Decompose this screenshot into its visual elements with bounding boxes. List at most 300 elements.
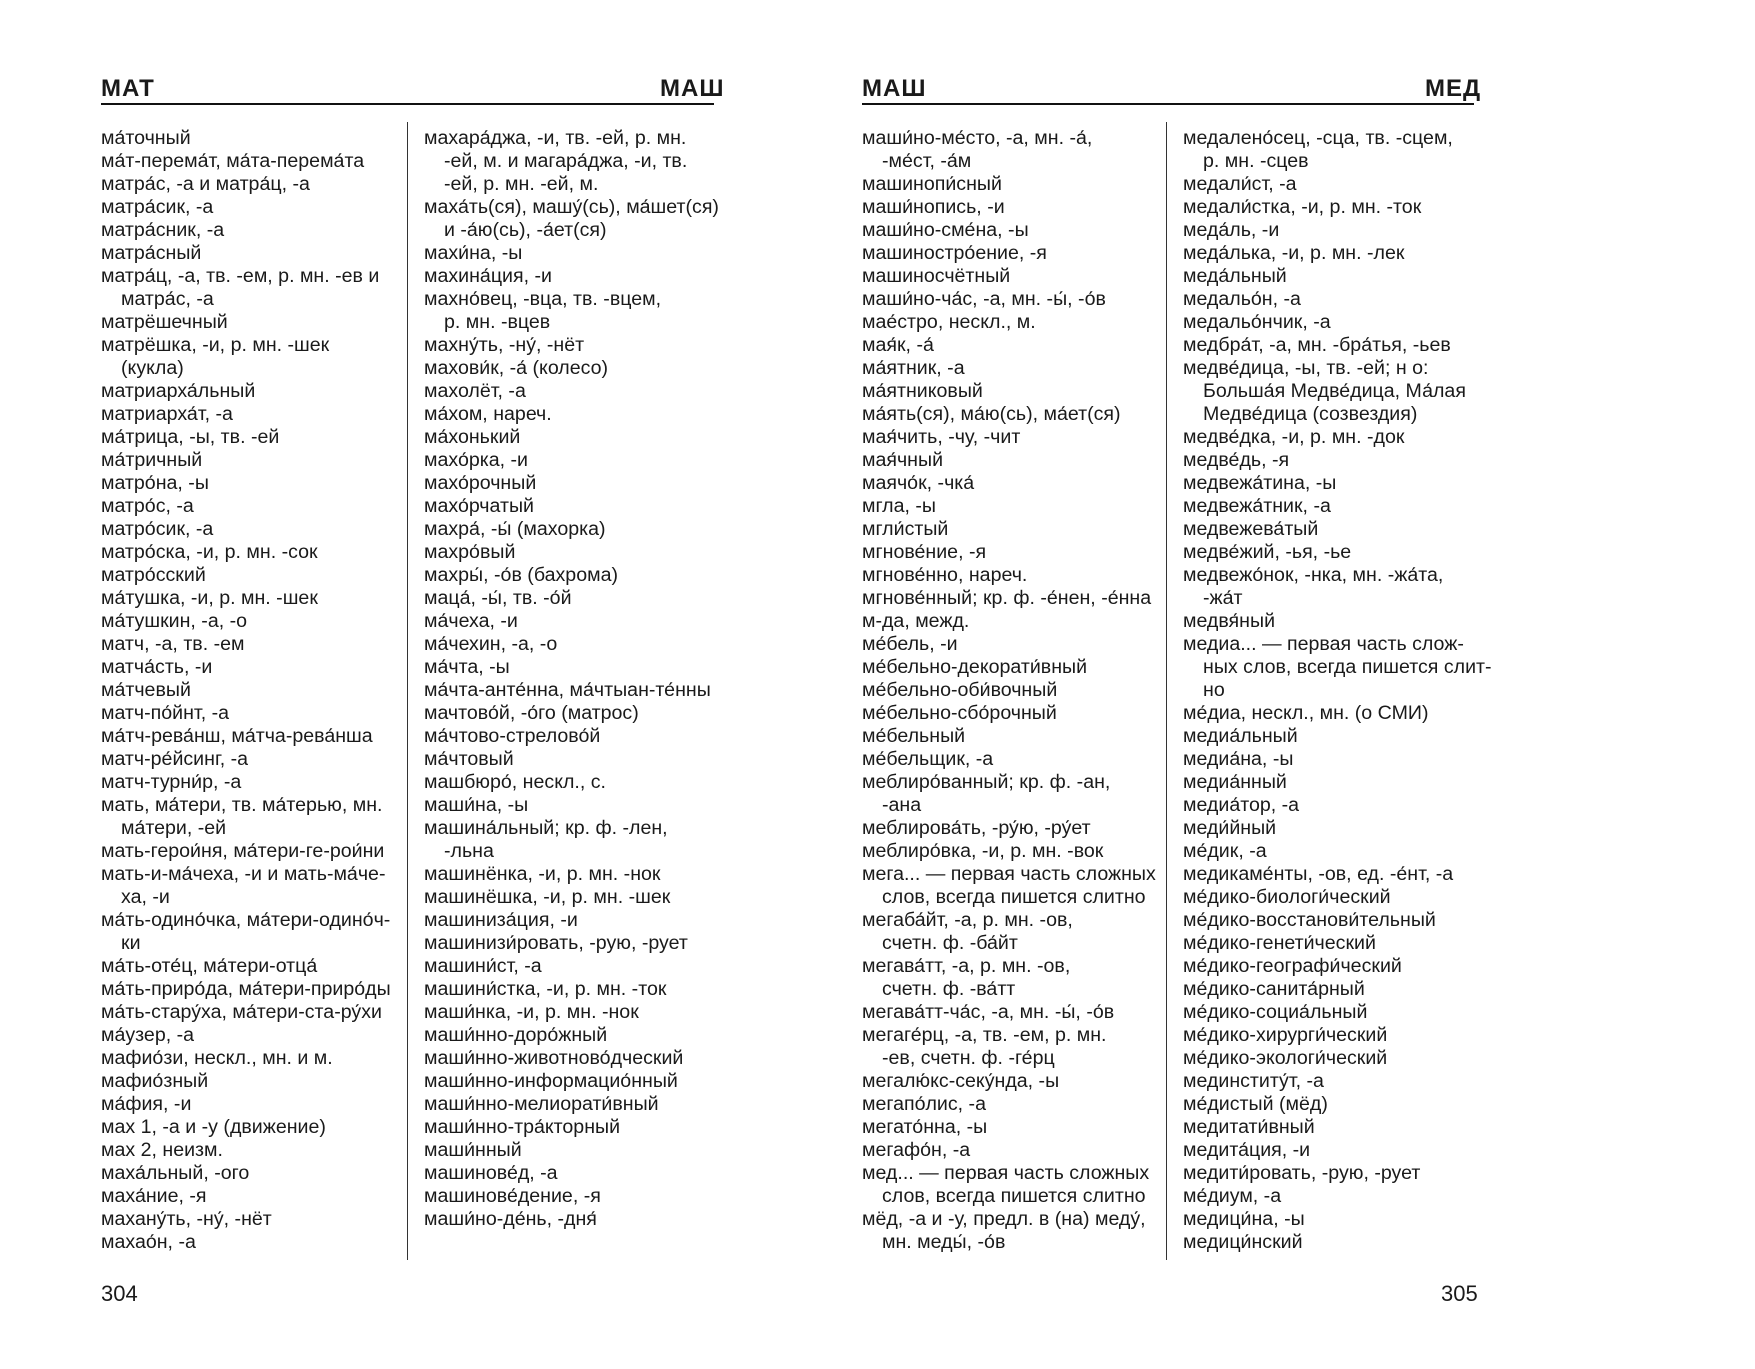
entry-text: ме́бельно-декорати́вный: [862, 656, 1088, 678]
dictionary-entry: [862, 357, 1160, 380]
dictionary-entry: [101, 978, 399, 1001]
dictionary-entry: [424, 334, 714, 357]
page-number-right: 305: [1441, 1281, 1478, 1306]
entry-text: медали́стка, -и, р. мн. -ток: [1183, 196, 1422, 218]
entry-text: медикаме́нты, -ов, ед. -е́нт, -а: [1183, 863, 1454, 885]
entry-text: матриарха́льный: [101, 380, 256, 402]
dictionary-entry: [101, 564, 399, 587]
dictionary-entry: [101, 610, 399, 633]
dictionary-entry: [424, 403, 714, 426]
dictionary-entry: [101, 1001, 399, 1024]
dictionary-entry: [862, 196, 1160, 219]
entry-text: махао́н, -а: [101, 1231, 196, 1253]
entry-text: ма́хом, нареч.: [424, 403, 552, 425]
entry-text: ха, -и: [121, 886, 170, 908]
dictionary-entry: [424, 1116, 714, 1139]
dictionary-entry: [101, 541, 399, 564]
dictionary-entry: [1183, 771, 1478, 794]
entry-text: ме́диум, -а: [1183, 1185, 1282, 1207]
dictionary-entry: [1183, 449, 1478, 472]
entry-text: машбюро́, нескл., с.: [424, 771, 606, 793]
entry-text: ма́ятник, -а: [862, 357, 965, 379]
entry-text: матро́сский: [101, 564, 206, 586]
entry-text: маха́ние, -я: [101, 1185, 207, 1207]
dictionary-entry: [862, 656, 1160, 679]
entry-text: ме́дико-социа́льный: [1183, 1001, 1368, 1023]
entry-text: м-да, межд.: [862, 610, 970, 632]
dictionary-entry: [101, 127, 399, 150]
dictionary-entry: [862, 863, 1160, 909]
entry-text: маши́на, -ы: [424, 794, 529, 816]
entry-text: матра́с, -а и матра́ц, -а: [101, 173, 310, 195]
entry-text: машинове́дение, -я: [424, 1185, 601, 1207]
entry-text: ме́дико-генети́ческий: [1183, 932, 1376, 954]
dictionary-entry: [1183, 909, 1478, 932]
dictionary-entry: [424, 1185, 714, 1208]
entry-text: меблиро́вка, -и, р. мн. -вок: [862, 840, 1104, 862]
dictionary-entry: [101, 173, 399, 196]
entry-text: счетн. ф. -ба́йт: [882, 932, 1018, 954]
entry-text: ме́дико-хирурги́ческий: [1183, 1024, 1388, 1046]
entry-text: матра́сный: [101, 242, 202, 264]
entry-text: мед... — первая часть сложных: [862, 1162, 1150, 1184]
entry-text: махну́ть, -ну́, -нёт: [424, 334, 585, 356]
entry-text: Медве́дица (созвездия): [1203, 403, 1418, 425]
entry-text: мегалю́кс-секу́нда, -ы: [862, 1070, 1060, 1092]
dictionary-entry: [862, 702, 1160, 725]
entry-text: машиностро́ение, -я: [862, 242, 1047, 264]
dictionary-entry: [1183, 541, 1478, 564]
entry-text: медвежа́тник, -а: [1183, 495, 1331, 517]
dictionary-entry: [424, 702, 714, 725]
entry-text: ма́узер, -а: [101, 1024, 195, 1046]
entry-text: слов, всегда пишется слитно: [882, 886, 1146, 908]
dictionary-entry: [862, 127, 1160, 173]
dictionary-entry: [862, 403, 1160, 426]
entry-text: машини́стка, -и, р. мн. -ток: [424, 978, 667, 1000]
dictionary-entry: [1183, 1208, 1478, 1231]
entry-text: маши́нка, -и, р. мн. -нок: [424, 1001, 639, 1023]
dictionary-entry: [101, 863, 399, 909]
entry-text: мёд, -а и -у, предл. в (на) меду́,: [862, 1208, 1146, 1230]
entry-text: мачтово́й, -о́го (матрос): [424, 702, 639, 724]
entry-text: матра́сник, -а: [101, 219, 225, 241]
dictionary-entry: [424, 909, 714, 932]
right-column-1: [862, 127, 1160, 1254]
entry-text: маши́но-ме́сто, -а, мн. -а́,: [862, 127, 1093, 149]
dictionary-entry: [862, 748, 1160, 771]
entry-text: матрёшка, -и, р. мн. -шек: [101, 334, 330, 356]
entry-text: ма́чтовый: [424, 748, 514, 770]
dictionary-entry: [1183, 265, 1478, 288]
entry-text: ма́чехин, -а, -о: [424, 633, 558, 655]
entry-text: медалено́сец, -сца, тв. -сцем,: [1183, 127, 1453, 149]
dictionary-entry: [424, 564, 714, 587]
dictionary-entry: [101, 311, 399, 334]
entry-text: машина́льный; кр. ф. -лен,: [424, 817, 668, 839]
entry-text: мафио́зный: [101, 1070, 209, 1092]
right-column-divider: [1166, 122, 1167, 1260]
entry-text: машинизи́ровать, -рую, -рует: [424, 932, 688, 954]
dictionary-entry: [101, 518, 399, 541]
entry-text: мегапо́лис, -а: [862, 1093, 986, 1115]
dictionary-entry: [1183, 1047, 1478, 1070]
entry-text: мае́стро, нескл., м.: [862, 311, 1036, 333]
entry-text: маха́льный, -ого: [101, 1162, 250, 1184]
entry-text: махры́, -о́в (бахрома): [424, 564, 618, 586]
dictionary-entry: [862, 909, 1160, 955]
dictionary-entry: [1183, 1001, 1478, 1024]
dictionary-entry: [862, 288, 1160, 311]
entry-text: медвежева́тый: [1183, 518, 1319, 540]
dictionary-entry: [1183, 1070, 1478, 1093]
left-page-header-start: МАТ: [101, 75, 155, 102]
dictionary-entry: [101, 242, 399, 265]
entry-text: ме́бель, -и: [862, 633, 958, 655]
entry-text: -ей, м. и магара́джа, -и, тв.: [444, 150, 688, 172]
dictionary-entry: [1183, 518, 1478, 541]
entry-text: мать, ма́тери, тв. ма́терью, мн.: [101, 794, 383, 816]
dictionary-entry: [101, 334, 399, 380]
dictionary-entry: [1183, 564, 1478, 610]
dictionary-entry: [1183, 1231, 1478, 1254]
entry-text: ма́ть-одино́чка, ма́тери-одино́ч-: [101, 909, 391, 931]
entry-text: матра́с, -а: [121, 288, 214, 310]
entry-text: медиа... — первая часть слож-: [1183, 633, 1464, 655]
entry-text: ма́тч-рева́нш, ма́тча-рева́нша: [101, 725, 373, 747]
dictionary-entry: [862, 840, 1160, 863]
entry-text: мегафо́н, -а: [862, 1139, 971, 1161]
entry-text: мегато́нна, -ы: [862, 1116, 988, 1138]
dictionary-entry: [862, 610, 1160, 633]
entry-text: -ев, счетн. ф. -ге́рц: [882, 1047, 1055, 1069]
entry-text: машинопи́сный: [862, 173, 1002, 195]
entry-text: ма́чеха, -и: [424, 610, 518, 632]
entry-text: медве́жий, -ья, -ье: [1183, 541, 1352, 563]
dictionary-entry: [424, 886, 714, 909]
dictionary-entry: [862, 679, 1160, 702]
entry-text: ма́ять(ся), ма́ю(сь), ма́ет(ся): [862, 403, 1121, 425]
entry-text: меда́ль, -и: [1183, 219, 1280, 241]
dictionary-entry: [1183, 196, 1478, 219]
right-page: [862, 0, 1755, 1369]
dictionary-entry: [862, 242, 1160, 265]
dictionary-entry: [424, 863, 714, 886]
dictionary-entry: [424, 472, 714, 495]
dictionary-entry: [101, 748, 399, 771]
dictionary-entry: [862, 771, 1160, 817]
entry-text: ма́точный: [101, 127, 191, 149]
dictionary-entry: [424, 656, 714, 679]
entry-text: ме́бельно-сбо́рочный: [862, 702, 1057, 724]
dictionary-entry: [424, 541, 714, 564]
left-header-rule: [101, 103, 714, 105]
entry-text: мединститу́т, -а: [1183, 1070, 1324, 1092]
dictionary-entry: [1183, 955, 1478, 978]
dictionary-entry: [1183, 725, 1478, 748]
entry-text: маши́нопись, -и: [862, 196, 1005, 218]
dictionary-entry: [1183, 840, 1478, 863]
dictionary-entry: [1183, 610, 1478, 633]
dictionary-entry: [862, 495, 1160, 518]
dictionary-entry: [101, 380, 399, 403]
right-column-2: [1183, 127, 1492, 1254]
entry-text: медици́на, -ы: [1183, 1208, 1305, 1230]
dictionary-entry: [424, 518, 714, 541]
entry-text: ма́тричный: [101, 449, 203, 471]
dictionary-entry: [862, 1116, 1160, 1139]
dictionary-entry: [1183, 242, 1478, 265]
dictionary-entry: [1183, 817, 1478, 840]
dictionary-entry: [424, 380, 714, 403]
dictionary-entry: [862, 380, 1160, 403]
entry-text: медици́нский: [1183, 1231, 1303, 1253]
entry-text: машинове́д, -а: [424, 1162, 558, 1184]
dictionary-entry: [1183, 1116, 1478, 1139]
entry-text: ме́дико-восстанови́тельный: [1183, 909, 1436, 931]
entry-text: мегаба́йт, -а, р. мн. -ов,: [862, 909, 1073, 931]
entry-text: -ме́ст, -а́м: [882, 150, 972, 172]
entry-text: ных слов, всегда пишется слит-: [1203, 656, 1492, 678]
entry-text: махра́, -ы́ (махорка): [424, 518, 606, 540]
dictionary-entry: [424, 725, 714, 748]
dictionary-entry: [862, 1070, 1160, 1093]
dictionary-entry: [101, 1070, 399, 1093]
dictionary-entry: [862, 472, 1160, 495]
entry-text: ме́бельный: [862, 725, 966, 747]
entry-text: медве́дь, -я: [1183, 449, 1290, 471]
dictionary-entry: [1183, 357, 1478, 426]
dictionary-entry: [101, 150, 399, 173]
dictionary-entry: [1183, 127, 1478, 173]
entry-text: мгнове́нно, нареч.: [862, 564, 1028, 586]
entry-text: маши́но-ча́с, -а, мн. -ы́, -о́в: [862, 288, 1106, 310]
dictionary-entry: [1183, 219, 1478, 242]
entry-text: -льна: [444, 840, 494, 862]
dictionary-entry: [862, 173, 1160, 196]
entry-text: ма́тушкин, -а, -о: [101, 610, 248, 632]
entry-text: матриарха́т, -а: [101, 403, 233, 425]
dictionary-entry: [101, 1047, 399, 1070]
dictionary-entry: [1183, 978, 1478, 1001]
entry-text: медальо́н, -а: [1183, 288, 1301, 310]
entry-text: махо́рочный: [424, 472, 537, 494]
dictionary-entry: [862, 541, 1160, 564]
dictionary-entry: [1183, 863, 1478, 886]
entry-text: маши́но-де́нь, -дня́: [424, 1208, 597, 1230]
entry-text: ки: [121, 932, 141, 954]
entry-text: ма́ть-стару́ха, ма́тери-ста-ру́хи: [101, 1001, 382, 1023]
entry-text: меблирова́ть, -ру́ю, -ру́ет: [862, 817, 1091, 839]
dictionary-entry: [424, 679, 714, 702]
entry-text: медальо́нчик, -а: [1183, 311, 1331, 333]
dictionary-entry: [101, 633, 399, 656]
entry-text: ма́тушка, -и, р. мн. -шек: [101, 587, 318, 609]
dictionary-entry: [1183, 794, 1478, 817]
entry-text: медити́ровать, -рую, -рует: [1183, 1162, 1421, 1184]
entry-text: -жа́т: [1203, 587, 1243, 609]
entry-text: махи́на, -ы: [424, 242, 523, 264]
dictionary-entry: [424, 449, 714, 472]
dictionary-entry: [424, 955, 714, 978]
entry-text: махови́к, -а́ (колесо): [424, 357, 609, 379]
entry-text: мах 1, -а и -у (движение): [101, 1116, 326, 1138]
dictionary-entry: [101, 265, 399, 311]
entry-text: медита́ция, -и: [1183, 1139, 1311, 1161]
dictionary-entry: [101, 1185, 399, 1208]
entry-text: махара́джа, -и, тв. -ей, р. мн.: [424, 127, 687, 149]
dictionary-entry: [424, 817, 714, 863]
entry-text: мегаге́рц, -а, тв. -ем, р. мн.: [862, 1024, 1107, 1046]
left-column-1: [101, 127, 399, 1254]
dictionary-entry: [101, 1162, 399, 1185]
dictionary-entry: [424, 771, 714, 794]
dictionary-entry: [862, 265, 1160, 288]
entry-text: машиниза́ция, -и: [424, 909, 578, 931]
entry-text: и -а́ю(сь), -а́ет(ся): [444, 219, 607, 241]
entry-text: но: [1203, 679, 1225, 701]
dictionary-entry: [101, 702, 399, 725]
dictionary-entry: [862, 817, 1160, 840]
entry-text: матро́с, -а: [101, 495, 194, 517]
dictionary-entry: [862, 587, 1160, 610]
dictionary-entry: [1183, 748, 1478, 771]
dictionary-entry: [1183, 311, 1478, 334]
dictionary-entry: [862, 1024, 1160, 1070]
dictionary-entry: [101, 725, 399, 748]
dictionary-entry: [862, 1093, 1160, 1116]
dictionary-entry: [424, 288, 714, 334]
entry-text: (кукла): [121, 357, 184, 379]
dictionary-entry: [424, 932, 714, 955]
entry-text: ме́бельщик, -а: [862, 748, 994, 770]
right-page-header-start: МАШ: [862, 75, 927, 102]
entry-text: ме́дико-географи́ческий: [1183, 955, 1402, 977]
dictionary-entry: [424, 587, 714, 610]
entry-text: ма́чта, -ы: [424, 656, 510, 678]
dictionary-entry: [424, 426, 714, 449]
dictionary-entry: [1183, 426, 1478, 449]
entry-text: медиа́нный: [1183, 771, 1287, 793]
dictionary-entry: [862, 449, 1160, 472]
dictionary-entry: [101, 472, 399, 495]
entry-text: меблиро́ванный; кр. ф. -ан,: [862, 771, 1111, 793]
entry-text: ма́фия, -и: [101, 1093, 192, 1115]
entry-text: махина́ция, -и: [424, 265, 552, 287]
dictionary-entry: [101, 909, 399, 955]
dictionary-entry: [101, 1231, 399, 1254]
dictionary-entry: [101, 495, 399, 518]
entry-text: ма́чтово-стрелово́й: [424, 725, 601, 747]
entry-text: мать-герои́ня, ма́тери-ге-рои́ни: [101, 840, 385, 862]
entry-text: мая́чить, -чу, -чит: [862, 426, 1021, 448]
entry-text: махо́рка, -и: [424, 449, 528, 471]
entry-text: мгнове́ние, -я: [862, 541, 987, 563]
entry-text: Больша́я Медве́дица, Ма́лая: [1203, 380, 1466, 402]
entry-text: мн. меды́, -о́в: [882, 1231, 1006, 1253]
dictionary-entry: [1183, 1162, 1478, 1185]
entry-text: матч, -а, тв. -ем: [101, 633, 245, 655]
entry-text: ме́диа, нескл., мн. (о СМИ): [1183, 702, 1429, 724]
entry-text: матч-ре́йсинг, -а: [101, 748, 249, 770]
entry-text: ме́дико-биологи́ческий: [1183, 886, 1391, 908]
entry-text: ма́ть-приро́да, ма́тери-приро́ды: [101, 978, 391, 1000]
dictionary-entry: [101, 1093, 399, 1116]
left-page: [0, 0, 877, 1369]
entry-text: медвежо́нок, -нка, мн. -жа́та,: [1183, 564, 1444, 586]
entry-text: медали́ст, -а: [1183, 173, 1297, 195]
dictionary-entry: [424, 1024, 714, 1047]
dictionary-entry: [101, 426, 399, 449]
entry-text: медвежа́тина, -ы: [1183, 472, 1337, 494]
entry-text: машиносчётный: [862, 265, 1011, 287]
dictionary-entry: [101, 403, 399, 426]
dictionary-entry: [424, 265, 714, 288]
dictionary-entry: [862, 1001, 1160, 1024]
entry-text: маячо́к, -чка́: [862, 472, 975, 494]
entry-text: медитати́вный: [1183, 1116, 1315, 1138]
entry-text: мах 2, неизм.: [101, 1139, 223, 1161]
entry-text: матро́ска, -и, р. мн. -сок: [101, 541, 318, 563]
entry-text: маши́нно-тра́кторный: [424, 1116, 621, 1138]
entry-text: -ана: [882, 794, 922, 816]
entry-text: маши́нно-мелиорати́вный: [424, 1093, 659, 1115]
dictionary-entry: [424, 1139, 714, 1162]
entry-text: маши́нно-доро́жный: [424, 1024, 608, 1046]
entry-text: счетн. ф. -ва́тт: [882, 978, 1016, 1000]
dictionary-entry: [1183, 173, 1478, 196]
dictionary-entry: [101, 771, 399, 794]
dictionary-entry: [424, 357, 714, 380]
dictionary-entry: [862, 518, 1160, 541]
dictionary-entry: [1183, 334, 1478, 357]
left-column-2: [424, 127, 719, 1231]
dictionary-entry: [101, 1139, 399, 1162]
entry-text: матра́сик, -а: [101, 196, 214, 218]
left-column-divider: [407, 122, 408, 1260]
entry-text: мгли́стый: [862, 518, 949, 540]
entry-text: мегава́тт, -а, р. мн. -ов,: [862, 955, 1071, 977]
dictionary-entry: [424, 1093, 714, 1116]
dictionary-entry: [101, 449, 399, 472]
entry-text: ма́т-перема́т, ма́та-перема́та: [101, 150, 365, 172]
dictionary-entry: [1183, 1139, 1478, 1162]
dictionary-entry: [424, 242, 714, 265]
dictionary-entry: [862, 426, 1160, 449]
dictionary-entry: [1183, 1185, 1478, 1208]
dictionary-entry: [862, 955, 1160, 1001]
entry-text: ма́хонький: [424, 426, 521, 448]
dictionary-entry: [862, 633, 1160, 656]
dictionary-entry: [862, 219, 1160, 242]
dictionary-entry: [1183, 1024, 1478, 1047]
dictionary-entry: [424, 748, 714, 771]
dictionary-entry: [101, 219, 399, 242]
entry-text: р. мн. -вцев: [444, 311, 551, 333]
dictionary-entry: [424, 794, 714, 817]
entry-text: мгла, -ы: [862, 495, 937, 517]
dictionary-entry: [101, 196, 399, 219]
entry-text: матч-турни́р, -а: [101, 771, 242, 793]
entry-text: матч-по́йнт, -а: [101, 702, 230, 724]
entry-text: машинёнка, -и, р. мн. -нок: [424, 863, 661, 885]
entry-text: махолёт, -а: [424, 380, 526, 402]
entry-text: медве́дка, -и, р. мн. -док: [1183, 426, 1405, 448]
entry-text: маши́но-сме́на, -ы: [862, 219, 1029, 241]
entry-text: махану́ть, -ну́, -нёт: [101, 1208, 272, 1230]
page-number-left: 304: [101, 1281, 138, 1306]
dictionary-entry: [862, 725, 1160, 748]
